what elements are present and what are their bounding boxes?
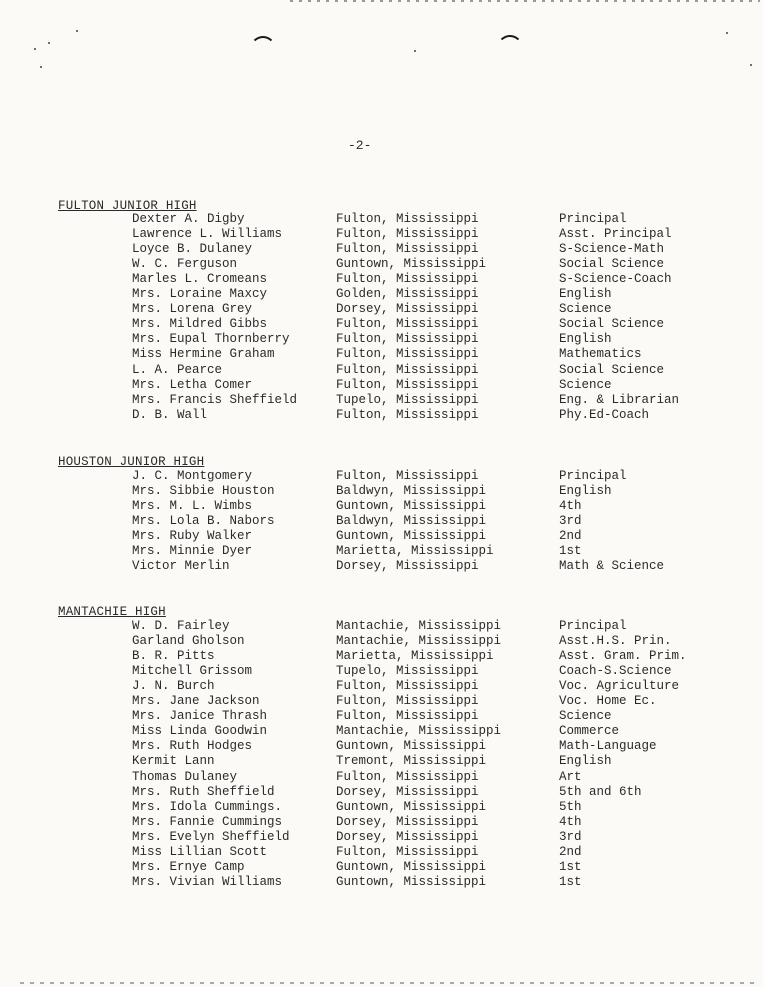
staff-city: Tremont, Mississippi [336,754,487,769]
staff-city: Mantachie, Mississippi [336,619,502,633]
page-number: -2- [348,138,372,153]
staff-row [0,499,763,514]
staff-row [0,317,763,332]
staff-name: Victor Merlin [132,559,230,574]
staff-row [0,287,763,302]
staff-city: Marietta, Mississippi [336,649,494,664]
staff-name: D. B. Wall [132,407,208,422]
staff-position: English [559,754,612,769]
staff-city: Mantachie, Mississippi [336,724,502,739]
staff-name: Mrs. Ruth Hodges [132,739,253,754]
staff-name: Mrs. Lola B. Nabors [132,514,275,529]
staff-city: Fulton, Mississippi [336,407,479,422]
staff-city: Fulton, Mississippi [336,694,479,709]
staff-city: Fulton, Mississippi [336,272,479,287]
staff-position: Math-Language [559,739,657,754]
staff-position: Math & Science [559,559,665,574]
staff-row [0,724,763,739]
staff-name: Miss Hermine Graham [132,347,275,362]
staff-row [0,694,763,709]
staff-position: Principal [559,212,627,226]
section-heading: MANTACHIE HIGH [58,605,166,619]
staff-row [0,257,763,272]
staff-position: Science [559,302,612,317]
staff-city: Marietta, Mississippi [336,544,494,559]
staff-row [0,212,763,227]
staff-row [0,815,763,830]
staff-row [0,514,763,529]
staff-row [0,469,763,484]
staff-position: 5th and 6th [559,784,642,799]
staff-name: Mrs. Janice Thrash [132,709,268,724]
staff-name: Mrs. Eupal Thornberry [132,332,290,347]
staff-city: Tupelo, Mississippi [336,664,479,679]
staff-position: Social Science [559,257,665,272]
staff-position: Asst. Principal [559,227,672,242]
staff-city: Fulton, Mississippi [336,362,479,377]
staff-city: Guntown, Mississippi [336,739,487,754]
staff-city: Fulton, Mississippi [336,227,479,242]
staff-position: Principal [559,469,627,483]
staff-row [0,302,763,317]
staff-row [0,754,763,769]
staff-name: B. R. Pitts [132,649,215,664]
staff-city: Guntown, Mississippi [336,529,487,544]
scan-edge-top [290,0,760,2]
staff-position: S-Science-Math [559,242,665,257]
staff-name: Mrs. Letha Comer [132,377,253,392]
staff-name: Mitchell Grissom [132,664,253,679]
staff-row [0,664,763,679]
speck [414,50,416,52]
staff-city: Fulton, Mississippi [336,469,479,483]
staff-position: 1st [559,874,582,889]
staff-name: Mrs. Lorena Grey [132,302,253,317]
staff-name: Mrs. Francis Sheffield [132,392,298,407]
staff-position: Mathematics [559,347,642,362]
staff-position: 2nd [559,529,582,544]
staff-city: Fulton, Mississippi [336,332,479,347]
speck [76,30,78,32]
staff-city: Fulton, Mississippi [336,769,479,784]
staff-city: Fulton, Mississippi [336,347,479,362]
staff-row [0,544,763,559]
staff-name: Miss Linda Goodwin [132,724,268,739]
staff-position: 5th [559,799,582,814]
staff-name: Mrs. M. L. Wimbs [132,499,253,514]
staff-name: Miss Lillian Scott [132,844,268,859]
staff-row [0,408,763,423]
staff-position: Principal [559,619,627,633]
staff-position: Commerce [559,724,620,739]
staff-position: English [559,287,612,302]
staff-city: Fulton, Mississippi [336,317,479,332]
staff-row [0,830,763,845]
staff-position: Asst.H.S. Prin. [559,634,672,649]
staff-row [0,393,763,408]
scan-edge-bottom [20,982,760,984]
staff-row [0,845,763,860]
staff-position: 3rd [559,829,582,844]
staff-name: Mrs. Jane Jackson [132,694,260,709]
staff-row [0,242,763,257]
staff-name: Mrs. Ruby Walker [132,529,253,544]
staff-name: Mrs. Sibbie Houston [132,484,275,499]
staff-city: Tupelo, Mississippi [336,392,479,407]
section-heading: FULTON JUNIOR HIGH [58,199,197,213]
staff-position: Social Science [559,362,665,377]
staff-name: Lawrence L. Williams [132,227,283,242]
staff-row [0,800,763,815]
staff-name: W. D. Fairley [132,619,230,633]
staff-city: Fulton, Mississippi [336,679,479,694]
staff-name: Dexter A. Digby [132,212,245,226]
staff-city: Dorsey, Mississippi [336,784,479,799]
speck [40,66,42,68]
staff-row [0,785,763,800]
staff-name: Mrs. Mildred Gibbs [132,317,268,332]
staff-row [0,739,763,754]
staff-city: Fulton, Mississippi [336,844,479,859]
staff-name: Loyce B. Dulaney [132,242,253,257]
staff-city: Guntown, Mississippi [336,874,487,889]
staff-city: Baldwyn, Mississippi [336,484,487,499]
staff-position: 2nd [559,844,582,859]
staff-city: Fulton, Mississippi [336,377,479,392]
speck [48,42,50,44]
staff-city: Fulton, Mississippi [336,242,479,257]
staff-row [0,619,763,634]
staff-position: 1st [559,544,582,559]
punch-mark-right [497,35,523,61]
staff-row [0,709,763,724]
staff-city: Golden, Mississippi [336,287,479,302]
staff-name: Mrs. Evelyn Sheffield [132,829,290,844]
staff-row [0,529,763,544]
speck [726,32,728,34]
staff-position: Coach-S.Science [559,664,672,679]
staff-row [0,272,763,287]
staff-name: Mrs. Fannie Cummings [132,814,283,829]
staff-row [0,378,763,393]
punch-mark-left [250,36,276,62]
staff-name: J. C. Montgomery [132,469,253,483]
staff-name: L. A. Pearce [132,362,223,377]
staff-position: 3rd [559,514,582,529]
staff-row [0,227,763,242]
staff-name: Mrs. Loraine Maxcy [132,287,268,302]
staff-position: 4th [559,814,582,829]
staff-position: Eng. & Librarian [559,392,680,407]
staff-position: Science [559,709,612,724]
staff-name: Mrs. Vivian Williams [132,874,283,889]
staff-position: Asst. Gram. Prim. [559,649,687,664]
staff-city: Fulton, Mississippi [336,709,479,724]
staff-city: Dorsey, Mississippi [336,302,479,317]
staff-row [0,484,763,499]
speck [750,64,752,66]
staff-name: Garland Gholson [132,634,245,649]
staff-name: J. N. Burch [132,679,215,694]
staff-name: Thomas Dulaney [132,769,238,784]
staff-position: Science [559,377,612,392]
staff-city: Dorsey, Mississippi [336,814,479,829]
staff-position: Phy.Ed-Coach [559,407,650,422]
staff-name: Kermit Lann [132,754,215,769]
staff-name: W. C. Ferguson [132,257,238,272]
staff-row [0,332,763,347]
staff-name: Mrs. Ernye Camp [132,859,245,874]
staff-name: Mrs. Ruth Sheffield [132,784,275,799]
staff-row [0,559,763,574]
staff-city: Guntown, Mississippi [336,859,487,874]
staff-position: S-Science-Coach [559,272,672,287]
staff-position: Voc. Home Ec. [559,694,657,709]
staff-row [0,363,763,378]
staff-position: English [559,484,612,499]
section-heading: HOUSTON JUNIOR HIGH [58,455,205,469]
staff-row [0,649,763,664]
staff-city: Guntown, Mississippi [336,499,487,514]
staff-position: Art [559,769,582,784]
staff-position: Social Science [559,317,665,332]
staff-row [0,347,763,362]
staff-row [0,875,763,890]
staff-city: Fulton, Mississippi [336,212,479,226]
staff-name: Mrs. Idola Cummings. [132,799,283,814]
staff-city: Baldwyn, Mississippi [336,514,487,529]
staff-city: Guntown, Mississippi [336,257,487,272]
staff-row [0,770,763,785]
staff-name: Mrs. Minnie Dyer [132,544,253,559]
staff-city: Dorsey, Mississippi [336,829,479,844]
staff-city: Guntown, Mississippi [336,799,487,814]
staff-row [0,860,763,875]
staff-row [0,634,763,649]
staff-city: Mantachie, Mississippi [336,634,502,649]
staff-position: 4th [559,499,582,514]
staff-city: Dorsey, Mississippi [336,559,479,574]
staff-position: English [559,332,612,347]
staff-position: 1st [559,859,582,874]
staff-row [0,679,763,694]
staff-name: Marles L. Cromeans [132,272,268,287]
staff-position: Voc. Agriculture [559,679,680,694]
speck [34,48,36,50]
